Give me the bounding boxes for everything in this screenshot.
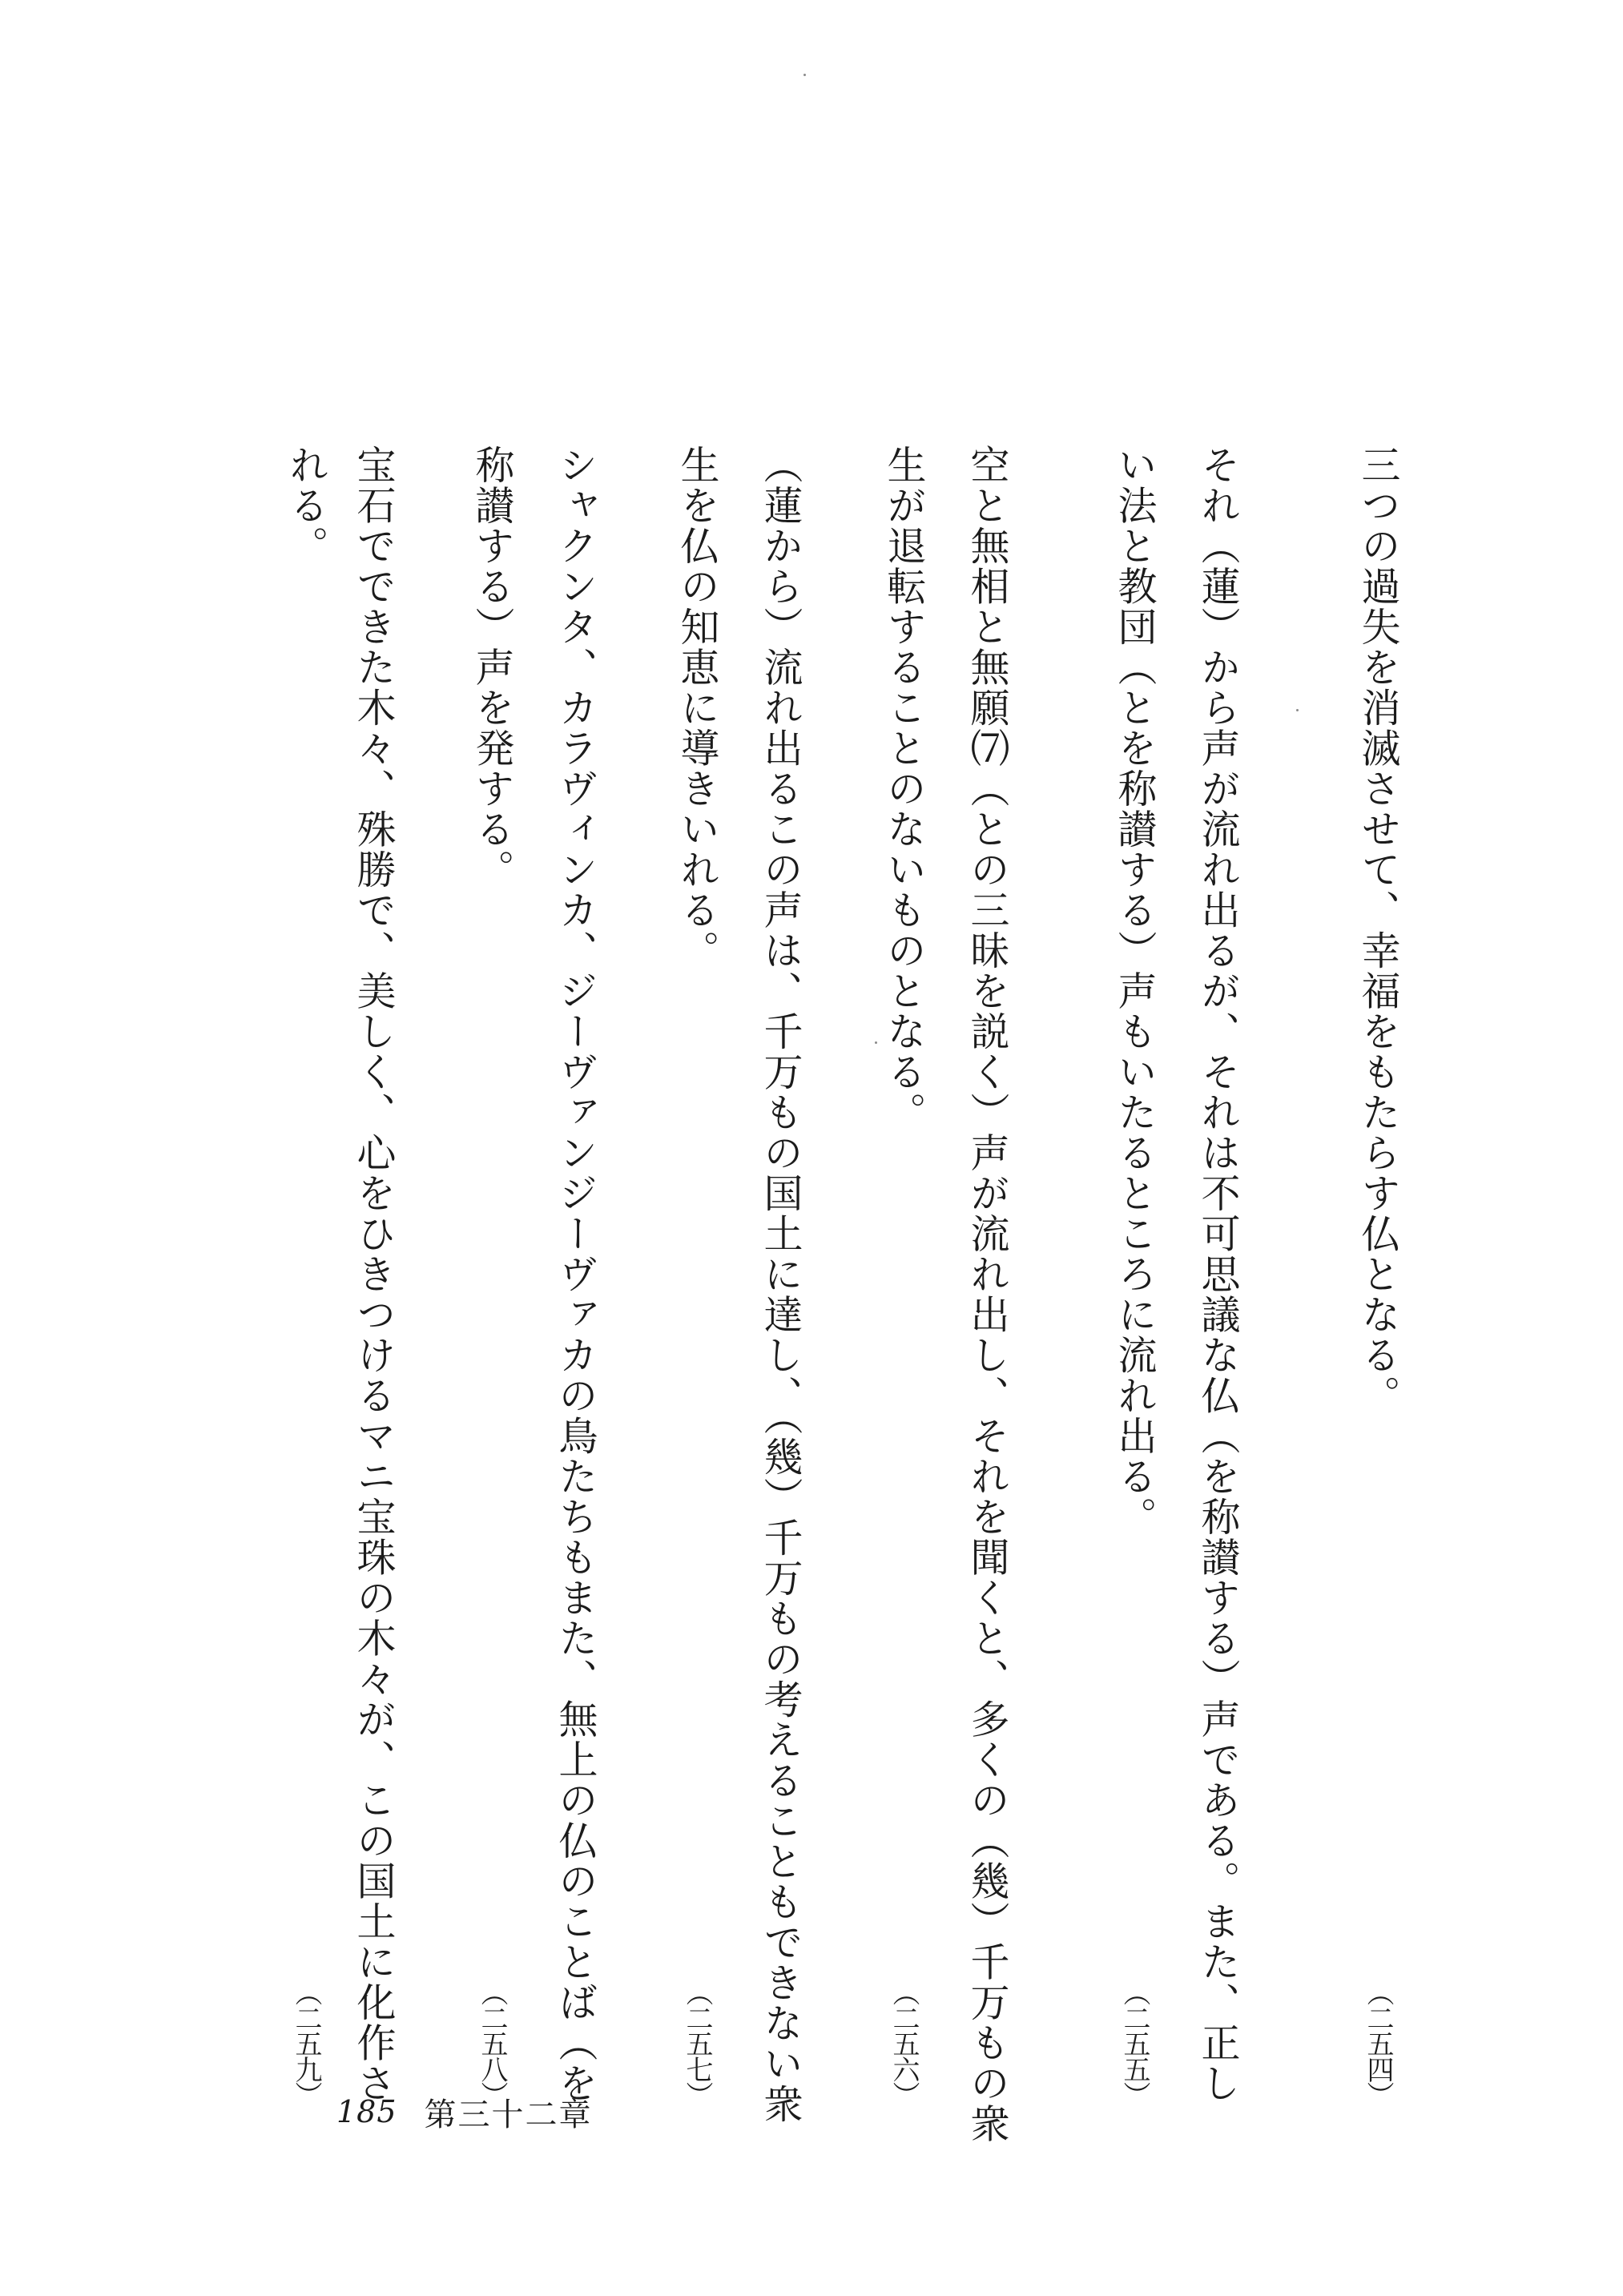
verse-number: （二五六） — [888, 1979, 920, 2107]
verse-259-line-1: 宝石でできた木々、殊勝で、美しく、心をひきつけるマニ宝珠の木々が、この国土に化作さ — [351, 445, 397, 2104]
scan-speck — [803, 74, 806, 76]
text-line — [1110, 445, 1158, 2055]
page-footer — [336, 2088, 593, 2136]
text-line — [963, 445, 1011, 2144]
verse-number: （二五四） — [1362, 1979, 1394, 2107]
verse-number: （二五七） — [681, 1979, 713, 2107]
verse-258-line-1: シャクンタ、カラヴィンカ、ジーヴァンジーヴァカの鳥たちもまた、無上の仏のことば（を — [553, 445, 598, 2104]
verse-257-line-1: （蓮から）流れ出るこの声は、千万もの国土に達し、（幾）千万もの考えることもできない衆 — [758, 445, 803, 2125]
verse-255-line-1: それ（蓮）から声が流れ出るが、それは不可思議な仏（を称讃する）声である。また、正し — [1195, 445, 1241, 2104]
verse-number: （二五五） — [1118, 1979, 1150, 2107]
text-line — [1354, 445, 1402, 2055]
verse-number: （二五八） — [476, 1979, 508, 2107]
verse-number: （二五九） — [290, 1979, 322, 2107]
text-line — [756, 445, 804, 2125]
text-line — [282, 445, 330, 2055]
text-line — [468, 445, 516, 2055]
scan-speck — [1296, 709, 1299, 711]
verse-257-line-2: 生を仏の知恵に導きいれる。 — [675, 445, 720, 971]
text-line — [880, 445, 928, 2055]
chapter-title: 第三十二章 — [424, 2096, 593, 2133]
verse-258-line-2: 称讃する）声を発する。 — [469, 445, 515, 890]
verse-256-line-2: 生が退転することのないものとなる。 — [881, 445, 927, 1133]
text-line — [551, 445, 599, 2104]
verse-254-line-1: 三つの過失を消滅させて、幸福をもたらす仏となる。 — [1355, 445, 1401, 1416]
text-line — [673, 445, 721, 2055]
verse-259-line-2: れる。 — [284, 445, 329, 566]
text-line — [1194, 445, 1242, 2104]
verse-255-line-2: い法と教団（とを称讃する）声もいたるところに流れ出る。 — [1112, 445, 1158, 1537]
scan-speck — [875, 1041, 877, 1044]
verse-256-line-1: 空と無相と無願⑺（との三昧を説く）声が流れ出し、それを聞くと、多くの（幾）千万もの衆 — [965, 445, 1010, 2144]
page-number: 185 — [336, 2094, 397, 2129]
text-line — [349, 445, 397, 2104]
